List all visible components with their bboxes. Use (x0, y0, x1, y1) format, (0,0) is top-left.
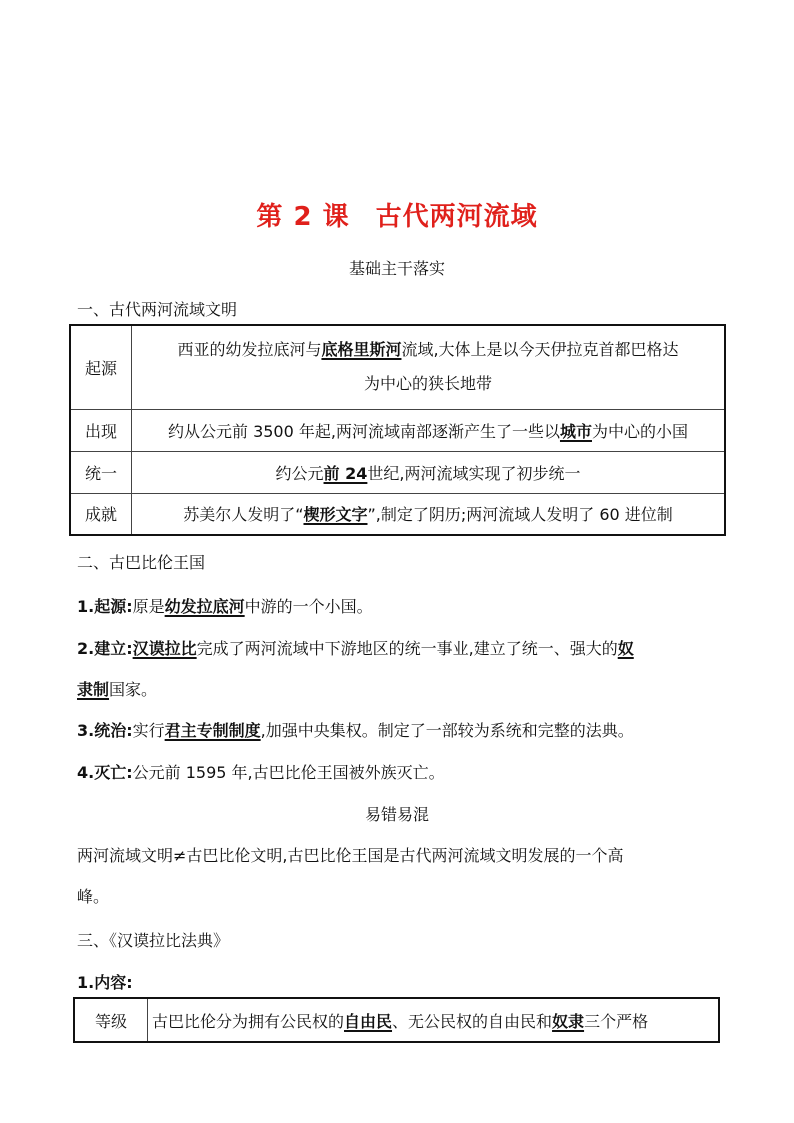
row-content: 西亚的幼发拉底河与底格里斯河流域,大体上是以今天伊拉克首都巴格达 为中心的狭长地带 (132, 325, 726, 409)
rule-item: 3.统治:实行君主专制制度,加强中央集权。制定了一部较为系统和完整的法典。 (77, 721, 634, 740)
row-label: 统一 (70, 451, 132, 493)
content-label: 1.内容: (77, 973, 133, 992)
table-row (70, 409, 725, 451)
lesson-topic: 古代两河流域 (375, 202, 538, 232)
note-text: 两河流域文明≠古巴比伦文明,古巴比伦王国是古代两河流域文明发展的一个高 (77, 846, 624, 865)
row-label: 起源 (70, 325, 132, 409)
row-content: 约公元前 24世纪,两河流域实现了初步统一 (132, 451, 726, 493)
lesson-title (0, 196, 794, 233)
row-label: 等级 (74, 998, 148, 1042)
section-1-heading: 一、古代两河流域文明 (77, 300, 238, 319)
table-row (70, 493, 725, 535)
row-content: 古巴比伦分为拥有公民权的自由民、无公民权的自由民和奴隶三个严格 (148, 998, 720, 1042)
row-content: 苏美尔人发明了“楔形文字”,制定了阴历;两河流域人发明了 60 进位制 (132, 493, 726, 535)
civilization-table (69, 324, 726, 536)
origin-item: 1.起源:原是幼发拉底河中游的一个小国。 (77, 597, 373, 616)
row-content: 约从公元前 3500 年起,两河流域南部逐渐产生了一些以城市为中心的小国 (132, 409, 726, 451)
section-3-heading: 三、《汉谟拉比法典》 (77, 931, 230, 950)
establish-item: 2.建立:汉谟拉比完成了两河流域中下游地区的统一事业,建立了统一、强大的奴 (77, 639, 634, 658)
table-row (70, 325, 725, 409)
note-text-cont: 峰。 (77, 887, 110, 906)
row-label: 成就 (70, 493, 132, 535)
table-row (74, 998, 719, 1042)
lesson-number: 第 2 课 (256, 202, 350, 232)
subtitle: 基础主干落实 (348, 259, 445, 278)
establish-item-cont: 隶制国家。 (77, 680, 158, 699)
code-table (73, 997, 720, 1043)
section-2-heading: 二、古巴比伦王国 (77, 553, 206, 572)
row-label: 出现 (70, 409, 132, 451)
note-heading: 易错易混 (364, 805, 429, 824)
table-row (70, 451, 725, 493)
fall-item: 4.灭亡:公元前 1595 年,古巴比伦王国被外族灭亡。 (77, 763, 445, 782)
